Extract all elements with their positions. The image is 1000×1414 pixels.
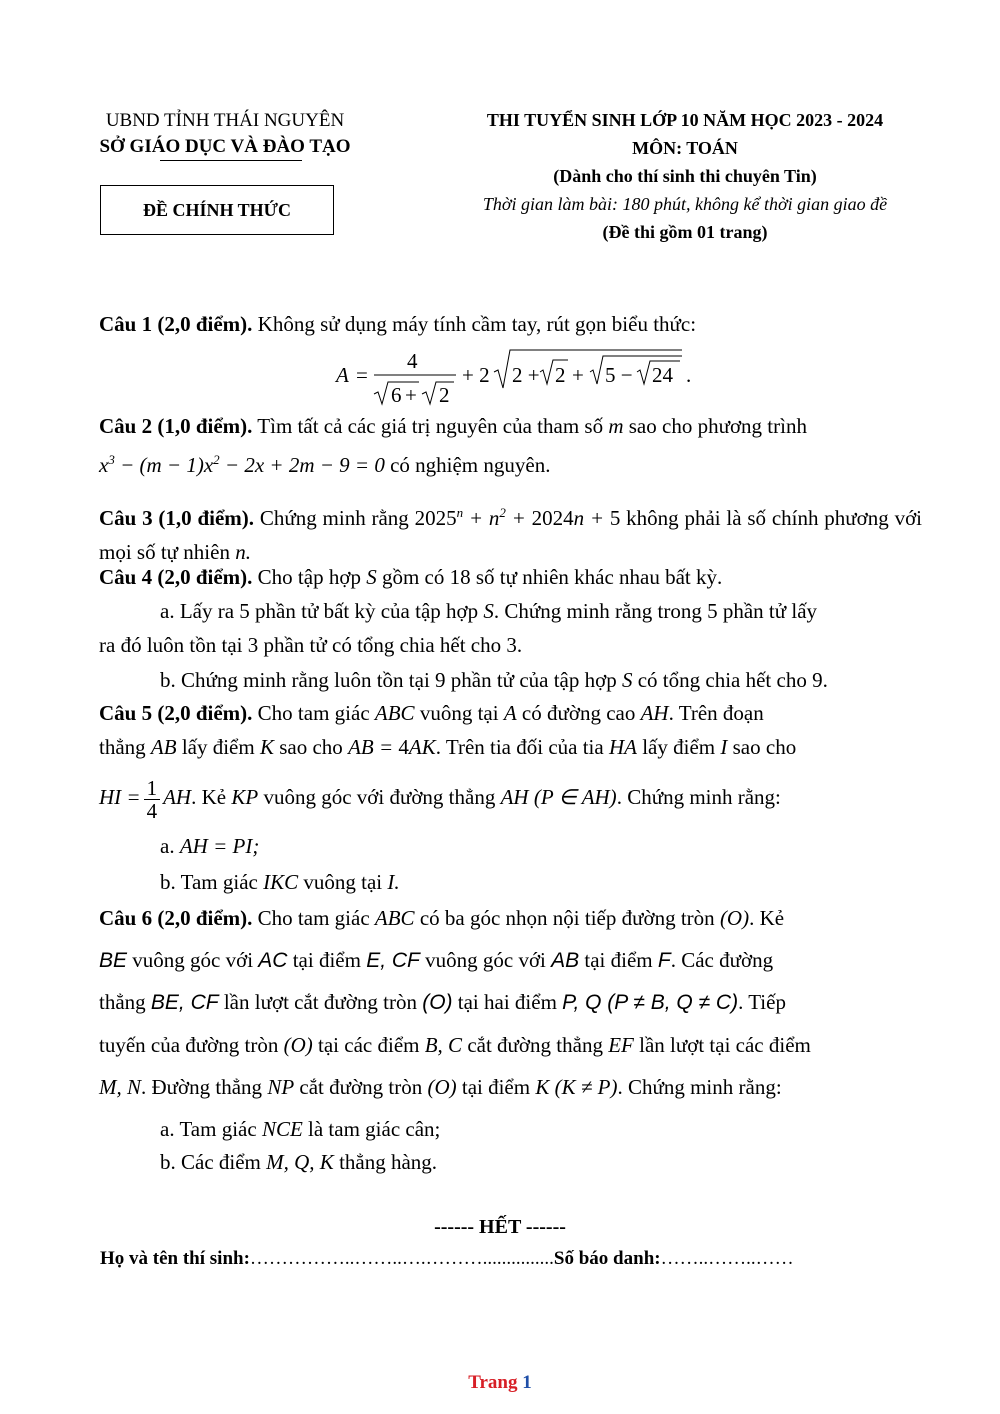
q5-l3b: vuông góc với đường thẳng	[258, 785, 501, 809]
q6-a	[160, 1117, 440, 1142]
header-left	[60, 108, 390, 160]
q5-a-eq: AH = PI;	[179, 834, 260, 858]
q4-label: Câu 4 (2,0 điểm).	[99, 565, 253, 589]
q6-l2e: . Các đường	[670, 948, 774, 972]
q6-b-text-a: b. Các điểm	[160, 1150, 267, 1174]
q6-AB: AB	[551, 949, 580, 972]
q1-label: Câu 1 (2,0 điểm).	[99, 312, 253, 336]
svg-text:A: A	[336, 363, 349, 387]
question-6-line1	[99, 906, 922, 931]
question-5-line1	[99, 701, 922, 726]
q5-a-label: a.	[160, 834, 180, 858]
q6-l4d: lần lượt tại các điểm	[633, 1033, 811, 1057]
question-5-line3	[99, 772, 922, 822]
q5-I: I	[720, 735, 728, 759]
q5-KP: KP	[231, 785, 259, 809]
q2-label: Câu 2 (1,0 điểm).	[99, 414, 253, 438]
official-label-box	[100, 185, 334, 235]
q3-var-n: n.	[235, 540, 251, 564]
svg-text:5 −: 5 −	[605, 363, 633, 387]
q6-l1b: có ba góc nhọn nội tiếp đường tròn	[414, 906, 720, 930]
time-note: Thời gian làm bài: 180 phút, không kể thời gian giao đề	[482, 194, 888, 214]
name-dots: ……………..……..….………...............	[249, 1248, 554, 1269]
q5-HA: HA	[608, 735, 637, 759]
q6-l4c: cắt đường thẳng	[462, 1033, 609, 1057]
q5-a	[160, 834, 259, 859]
q1-text: Không sử dụng máy tính cầm tay, rút gọn biểu thức:	[252, 312, 697, 336]
id-dots: ……..……..……	[660, 1248, 794, 1269]
q5-b	[160, 870, 400, 895]
svg-text:4: 4	[407, 349, 418, 373]
q6-l5d: . Chứng minh rằng:	[617, 1075, 782, 1099]
q5-AH-P: AH (P ∈ AH)	[500, 785, 617, 809]
q5-AH: AH	[640, 701, 669, 725]
q5-b-text-b: vuông tại	[298, 870, 388, 894]
q5-label: Câu 5 (2,0 điểm).	[99, 701, 253, 725]
q5-IKC: IKC	[263, 870, 299, 894]
q5-l3c: . Chứng minh rằng:	[616, 785, 781, 809]
header-right	[420, 106, 950, 246]
q6-AC: AC	[258, 949, 288, 972]
svg-text:=: =	[356, 363, 368, 387]
q6-a-text-a: a. Tam giác	[160, 1117, 262, 1141]
q6-l4a: tuyến của đường tròn	[99, 1033, 284, 1057]
q5-AH-2: AH	[163, 785, 192, 809]
q2-text-a: Tìm tất cả các giá trị nguyên của tham số	[252, 414, 609, 438]
q1-formula	[334, 342, 694, 412]
q5-b-text-a: b. Tam giác	[160, 870, 264, 894]
q6-O-3: (O)	[283, 1033, 313, 1057]
q5-b-I: I.	[387, 870, 400, 894]
q6-NP: NP	[267, 1075, 295, 1099]
q4-b	[160, 668, 828, 693]
q3-text-a: Chứng minh rằng	[254, 506, 415, 530]
svg-text:+ 2: + 2	[462, 363, 490, 387]
department-underline	[160, 160, 302, 161]
svg-text:+: +	[405, 383, 417, 407]
q5-l2e: lấy điểm	[636, 735, 721, 759]
q4-b-set: S	[621, 668, 633, 692]
q4-set-S: S	[366, 565, 377, 589]
q6-MN: M, N	[99, 1075, 141, 1099]
q2-param-m: m	[608, 414, 624, 438]
q5-HI-eq: HI =	[99, 785, 141, 809]
q5-l1d: . Trên đoạn	[668, 701, 764, 725]
q6-l3d: . Tiếp	[738, 990, 786, 1014]
q5-l1a: Cho tam giác	[252, 701, 375, 725]
q6-l1a: Cho tam giác	[252, 906, 375, 930]
q5-l1b: vuông tại	[414, 701, 504, 725]
q4-a-line1	[160, 599, 922, 624]
q2-text-b: sao cho phương trình	[623, 414, 807, 438]
page-label: Trang	[468, 1372, 523, 1393]
page-number	[0, 1372, 1000, 1394]
q4-a-text2: ra đó luôn tồn tại 3 phần tử có tổng chia hết cho 3.	[99, 633, 523, 657]
q6-l2b: tại điểm	[287, 948, 367, 972]
department: SỞ GIÁO DỤC VÀ ĐÀO TẠO	[99, 136, 351, 157]
q6-E: E, CF	[366, 949, 420, 972]
q2-equation-line	[99, 452, 922, 478]
q6-b-text-b: thẳng hàng.	[333, 1150, 438, 1174]
exam-title: THI TUYỂN SINH LỚP 10 NĂM HỌC 2023 - 2024	[486, 110, 884, 130]
q3-expression: $2025^n + n^2 + 2024n + 5$	[414, 505, 621, 530]
subject: MÔN: TOÁN	[632, 138, 738, 158]
q6-BE-CF: BE, CF	[150, 991, 219, 1014]
question-1	[99, 312, 922, 337]
q1-formula-svg	[334, 342, 694, 412]
authority: UBND TỈNH THÁI NGUYÊN	[105, 110, 345, 131]
candidate-footer	[100, 1248, 794, 1270]
q4-text-b: gồm có 18 số tự nhiên khác nhau bất kỳ.	[376, 565, 723, 589]
page-number-value: 1	[522, 1372, 532, 1393]
question-3	[99, 496, 922, 569]
question-6-line3	[99, 990, 922, 1015]
q5-K: K	[259, 735, 274, 759]
q3-label: Câu 3 (1,0 điểm).	[99, 506, 255, 530]
q5-l2f: sao cho	[727, 735, 797, 759]
question-2	[99, 414, 922, 439]
svg-text:2: 2	[555, 363, 566, 387]
q5-AB: AB	[150, 735, 177, 759]
q4-a-text1: a. Lấy ra 5 phần tử bất kỳ của tập hợp	[160, 599, 484, 623]
q4-a-line2	[99, 633, 922, 658]
q6-PQ: P, Q (P ≠ B, Q ≠ C)	[562, 991, 739, 1014]
q6-l2c: vuông góc với	[419, 948, 552, 972]
name-label: Họ và tên thí sinh:	[100, 1248, 250, 1269]
q4-a-set: S	[483, 599, 494, 623]
q5-l2c: sao cho	[273, 735, 349, 759]
q4-b-text-a: b. Chứng minh rằng luôn tồn tại 9 phần tử của tập hợp	[160, 668, 622, 692]
q5-triangle: ABC	[374, 701, 415, 725]
pages-note: (Đề thi gồm 01 trang)	[602, 222, 768, 242]
q5-l3a: . Kẻ	[191, 785, 232, 809]
q2-equation: $x^3 - (m - 1)x^2 - 2x + 2m - 9 = 0$	[99, 452, 385, 477]
q5-fraction: $\frac{1}{4}$	[144, 777, 161, 822]
q5-AB-eq: AB = 4AK	[348, 735, 436, 759]
q6-l2d: tại điểm	[579, 948, 658, 972]
q6-l5b: cắt đường tròn	[294, 1075, 428, 1099]
q6-NCE: NCE	[261, 1117, 303, 1141]
q5-l1c: có đường cao	[516, 701, 641, 725]
q6-O-2: (O)	[422, 991, 453, 1014]
svg-text:+: +	[572, 363, 584, 387]
q6-BE: BE	[99, 949, 128, 972]
q6-EF: EF	[608, 1033, 634, 1057]
question-6-line2	[99, 948, 922, 973]
svg-text:2: 2	[439, 383, 450, 407]
q6-l3a: thẳng	[99, 990, 151, 1014]
q4-b-text-b: có tổng chia hết cho 9.	[632, 668, 828, 692]
q6-l3c: tại hai điểm	[452, 990, 563, 1014]
q6-O-1: (O)	[719, 906, 750, 930]
id-label: Số báo danh:	[553, 1248, 661, 1269]
q6-l5a: . Đường thẳng	[141, 1075, 268, 1099]
audience: (Dành cho thí sinh thi chuyên Tin)	[553, 166, 817, 186]
q4-a-text1b: . Chứng minh rằng trong 5 phần tử lấy	[493, 599, 818, 623]
end-mark: ------ HẾT ------	[434, 1216, 566, 1238]
q6-ABC: ABC	[374, 906, 415, 930]
question-5-line2	[99, 735, 922, 760]
q6-l4b: tại các điểm	[312, 1033, 425, 1057]
svg-text:24: 24	[652, 363, 673, 387]
q6-MQK: M, Q, K	[266, 1150, 334, 1174]
q6-l5c: tại điểm	[456, 1075, 536, 1099]
q2-text-c: có nghiệm nguyên.	[384, 453, 551, 477]
q5-l2b: lấy điểm	[176, 735, 260, 759]
q5-point-A: A	[503, 701, 517, 725]
q6-l3b: lần lượt cắt đường tròn	[218, 990, 423, 1014]
question-6-line5	[99, 1075, 922, 1100]
q6-BC: B, C	[424, 1033, 463, 1057]
svg-text:2 +: 2 +	[512, 363, 540, 387]
svg-text:.: .	[686, 363, 692, 387]
svg-text:6: 6	[391, 383, 402, 407]
q6-b	[160, 1150, 437, 1175]
q3-text-b: không phải là số chính phương với mọi số tự nhiên	[99, 506, 923, 564]
q6-O-4: (O)	[427, 1075, 457, 1099]
q5-l2a: thẳng	[99, 735, 151, 759]
q5-l2d: . Trên tia đối của tia	[435, 735, 609, 759]
official-label: ĐỀ CHÍNH THỨC	[142, 199, 292, 220]
question-6-line4	[99, 1033, 922, 1058]
q6-a-text-b: là tam giác cân;	[302, 1117, 441, 1141]
q4-text-a: Cho tập hợp	[252, 565, 367, 589]
q6-l2a: vuông góc với	[127, 948, 259, 972]
question-4	[99, 565, 922, 590]
q6-K: K (K ≠ P)	[535, 1075, 618, 1099]
q6-label: Câu 6 (2,0 điểm).	[99, 906, 253, 930]
q6-l1c: . Kẻ	[749, 906, 785, 930]
q6-F: F	[657, 949, 671, 972]
